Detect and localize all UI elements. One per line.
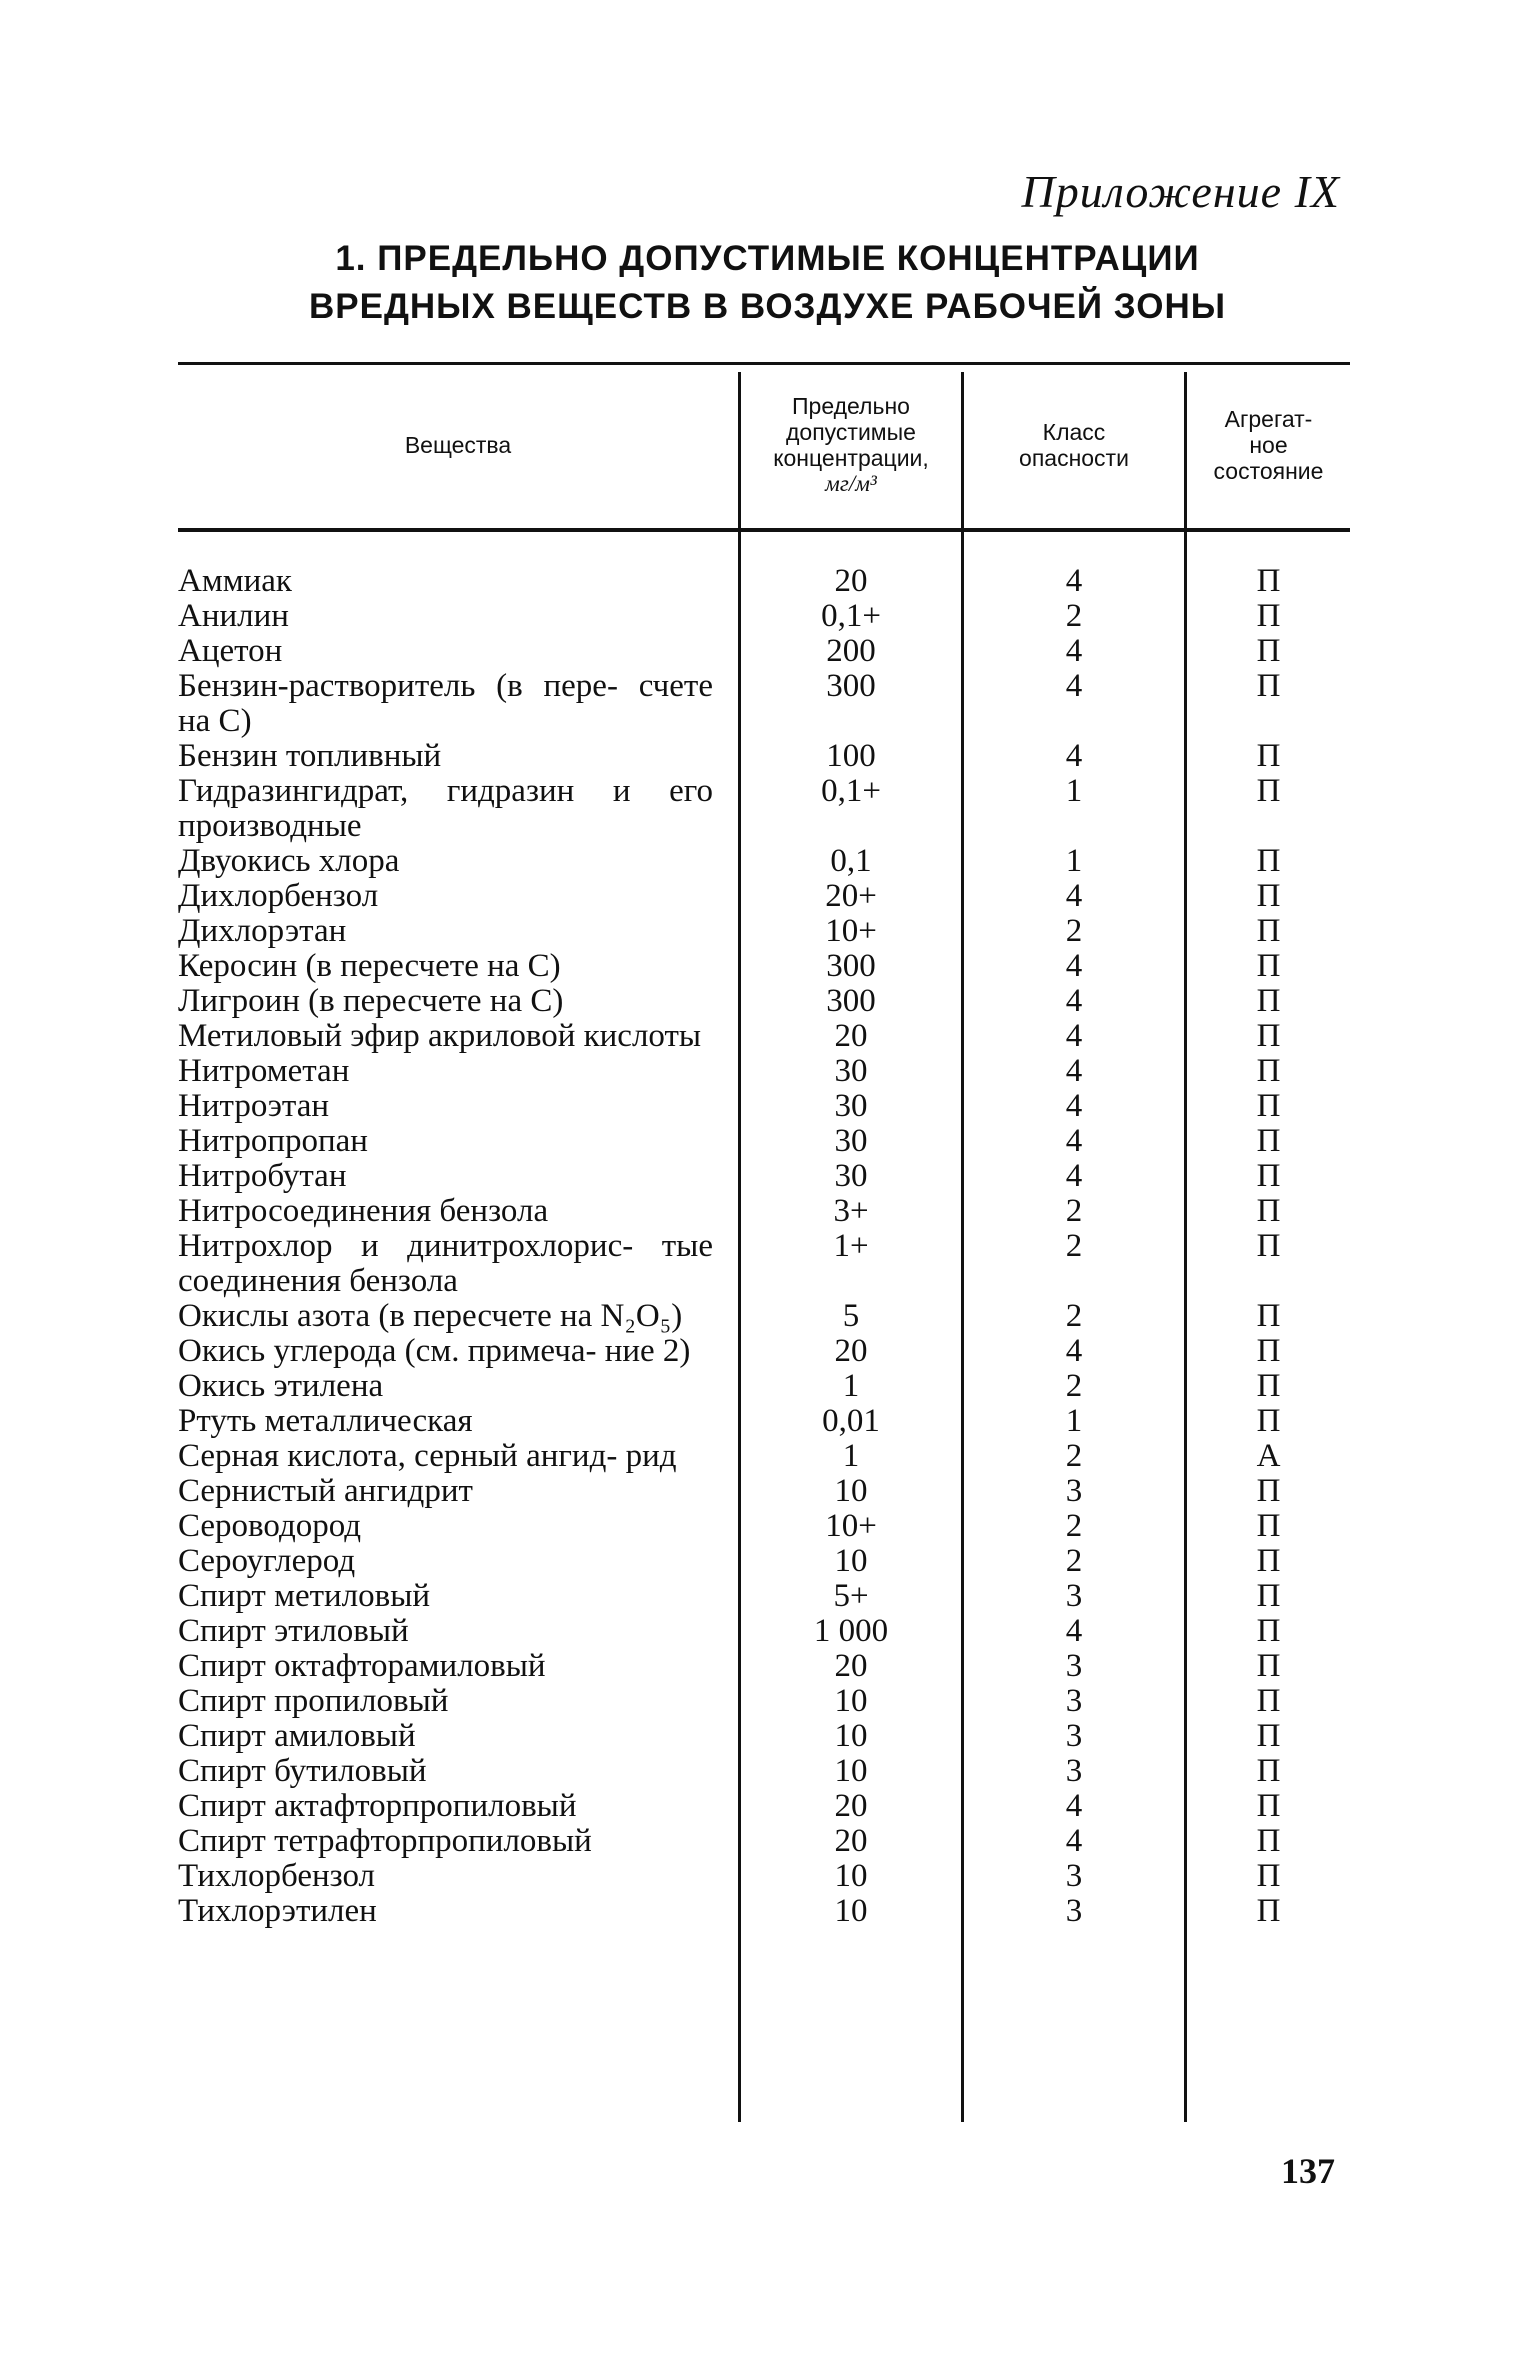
state-cell: П	[1256, 598, 1281, 634]
state-cell: П	[1256, 1718, 1281, 1754]
mac-cell: 10	[834, 1718, 868, 1754]
table-row	[178, 1614, 1350, 1649]
state-cell: П	[1256, 1683, 1281, 1719]
table-body	[178, 564, 1350, 1929]
table-row	[178, 1229, 1350, 1299]
table-row	[178, 1019, 1350, 1054]
state-cell: П	[1256, 563, 1281, 599]
substance-cell: Тихлорбензол	[178, 1858, 376, 1894]
substance-cell: Спирт метиловый	[178, 1578, 431, 1614]
state-cell: П	[1256, 1613, 1281, 1649]
substance-cell: Нитроэтан	[178, 1088, 330, 1124]
table-row	[178, 1789, 1350, 1824]
state-cell: П	[1256, 878, 1281, 914]
mac-cell: 0,1+	[821, 598, 881, 634]
hazard-class-cell: 3	[1065, 1893, 1083, 1929]
hazard-class-cell: 1	[1065, 773, 1083, 809]
hazard-class-cell: 2	[1065, 1228, 1083, 1264]
table-row	[178, 774, 1350, 844]
substance-cell: Спирт тетрафторпропиловый	[178, 1823, 592, 1859]
hazard-class-cell: 2	[1065, 1508, 1083, 1544]
table-row	[178, 669, 1350, 739]
hazard-class-cell: 4	[1065, 633, 1083, 669]
table-row	[178, 1579, 1350, 1614]
mac-cell: 3+	[833, 1193, 869, 1229]
mac-cell: 1+	[833, 1228, 869, 1264]
header-mac-unit: мг/м³	[825, 471, 877, 496]
table-row	[178, 1054, 1350, 1089]
mac-cell: 300	[826, 983, 876, 1019]
mac-cell: 30	[834, 1053, 868, 1089]
header-mac	[741, 362, 961, 528]
table-row	[178, 634, 1350, 669]
substance-cell: Нитропропан	[178, 1123, 368, 1159]
state-cell: П	[1256, 1403, 1281, 1439]
table-row	[178, 844, 1350, 879]
hazard-class-cell: 4	[1065, 1123, 1083, 1159]
mac-cell: 20+	[825, 878, 877, 914]
table-row	[178, 1439, 1350, 1474]
substance-cell: Бензин топливный	[178, 738, 442, 774]
state-cell: П	[1256, 1368, 1281, 1404]
substance-cell: Спирт бутиловый	[178, 1753, 427, 1789]
hazard-class-cell: 4	[1065, 668, 1083, 704]
table-row	[178, 1719, 1350, 1754]
substance-cell: Спирт амиловый	[178, 1718, 416, 1754]
table-row	[178, 739, 1350, 774]
mac-cell: 10	[834, 1683, 868, 1719]
substance-cell: Бензин-растворитель (в пере- счете на С)	[178, 668, 713, 739]
state-cell: П	[1256, 913, 1281, 949]
hazard-class-cell: 4	[1065, 1823, 1083, 1859]
appendix-label: Приложение IX	[1021, 166, 1340, 217]
state-cell: П	[1256, 773, 1281, 809]
substance-cell: Гидразингидрат, гидразин и его производные	[178, 773, 713, 844]
substance-cell: Аммиак	[178, 563, 292, 599]
hazard-class-cell: 3	[1065, 1473, 1083, 1509]
state-cell: П	[1256, 843, 1281, 879]
mac-cell: 10	[834, 1543, 868, 1579]
substance-cell: Нитрохлор и динитрохлорис- тые соединения бензола	[178, 1228, 713, 1299]
mac-cell: 30	[834, 1158, 868, 1194]
table-row	[178, 1159, 1350, 1194]
mac-cell: 30	[834, 1123, 868, 1159]
header-hazard-line: опасности	[1019, 445, 1129, 471]
table-row	[178, 1404, 1350, 1439]
header-substance	[178, 362, 738, 528]
mac-cell: 20	[834, 1648, 868, 1684]
header-state-line: Агрегат-	[1224, 406, 1313, 432]
state-cell: П	[1256, 738, 1281, 774]
state-cell: А	[1256, 1438, 1281, 1474]
substance-cell: Ртуть металлическая	[178, 1403, 473, 1439]
substance-cell: Двуокись хлора	[178, 843, 400, 879]
table-row	[178, 599, 1350, 634]
state-cell: П	[1256, 1298, 1281, 1334]
header-bottom-rule	[178, 528, 1350, 532]
state-cell: П	[1256, 1333, 1281, 1369]
hazard-class-cell: 4	[1065, 1158, 1083, 1194]
hazard-class-cell: 4	[1065, 1018, 1083, 1054]
mac-cell: 0,1	[830, 843, 872, 879]
state-cell: П	[1256, 1543, 1281, 1579]
header-mac-line: допустимые	[786, 419, 916, 445]
state-cell: П	[1256, 1473, 1281, 1509]
state-cell: П	[1256, 1053, 1281, 1089]
state-cell: П	[1256, 633, 1281, 669]
header-state-line: состояние	[1213, 458, 1324, 484]
header-mac-line: Предельно	[792, 393, 910, 419]
table-row	[178, 1124, 1350, 1159]
hazard-class-cell: 3	[1065, 1578, 1083, 1614]
substance-cell: Спирт этиловый	[178, 1613, 409, 1649]
hazard-class-cell: 3	[1065, 1858, 1083, 1894]
state-cell: П	[1256, 1158, 1281, 1194]
mac-cell: 10+	[825, 1508, 877, 1544]
hazard-class-cell: 2	[1065, 913, 1083, 949]
mac-cell: 0,01	[822, 1403, 880, 1439]
table-row	[178, 1089, 1350, 1124]
substance-cell: Сероводород	[178, 1508, 362, 1544]
mac-cell: 5	[842, 1298, 860, 1334]
state-cell: П	[1256, 1788, 1281, 1824]
substance-cell: Лигроин (в пересчете на С)	[178, 983, 564, 1019]
mac-cell: 20	[834, 1018, 868, 1054]
hazard-class-cell: 4	[1065, 1788, 1083, 1824]
hazard-class-cell: 4	[1065, 983, 1083, 1019]
hazard-class-cell: 3	[1065, 1648, 1083, 1684]
table-row	[178, 914, 1350, 949]
state-cell: П	[1256, 1858, 1281, 1894]
header-mac-line: концентрации,	[773, 445, 929, 471]
hazard-class-cell: 4	[1065, 1333, 1083, 1369]
hazard-class-cell: 2	[1065, 598, 1083, 634]
substance-cell: Спирт актафторпропиловый	[178, 1788, 577, 1824]
mac-table	[178, 362, 1350, 2124]
substance-cell: Ацетон	[178, 633, 283, 669]
table-row	[178, 1299, 1350, 1334]
page-number: 137	[1281, 2151, 1335, 2191]
substance-cell: Спирт пропиловый	[178, 1683, 449, 1719]
hazard-class-cell: 2	[1065, 1298, 1083, 1334]
state-cell: П	[1256, 668, 1281, 704]
hazard-class-cell: 3	[1065, 1683, 1083, 1719]
mac-cell: 10	[834, 1858, 868, 1894]
table-row	[178, 1369, 1350, 1404]
state-cell: П	[1256, 1088, 1281, 1124]
title-line-2: ВРЕДНЫХ ВЕЩЕСТВ В ВОЗДУХЕ РАБОЧЕЙ ЗОНЫ	[309, 287, 1226, 326]
hazard-class-cell: 4	[1065, 563, 1083, 599]
mac-cell: 20	[834, 1333, 868, 1369]
page-title	[0, 235, 1535, 331]
substance-cell: Нитросоединения бензола	[178, 1193, 549, 1229]
mac-cell: 1	[842, 1438, 860, 1474]
hazard-class-cell: 4	[1065, 1053, 1083, 1089]
hazard-class-cell: 3	[1065, 1753, 1083, 1789]
substance-cell: Серная кислота, серный ангид- рид	[178, 1438, 677, 1474]
mac-cell: 300	[826, 948, 876, 984]
substance-cell: Нитрометан	[178, 1053, 350, 1089]
mac-cell: 1 000	[813, 1613, 889, 1649]
hazard-class-cell: 1	[1065, 1403, 1083, 1439]
table-row	[178, 984, 1350, 1019]
hazard-class-cell: 4	[1065, 878, 1083, 914]
mac-cell: 100	[826, 738, 876, 774]
hazard-class-cell: 2	[1065, 1543, 1083, 1579]
table-row	[178, 564, 1350, 599]
hazard-class-cell: 4	[1065, 738, 1083, 774]
state-cell: П	[1256, 1123, 1281, 1159]
hazard-class-cell: 4	[1065, 1088, 1083, 1124]
state-cell: П	[1256, 1823, 1281, 1859]
state-cell: П	[1256, 1893, 1281, 1929]
mac-cell: 20	[834, 1788, 868, 1824]
hazard-class-cell: 2	[1065, 1438, 1083, 1474]
state-cell: П	[1256, 1578, 1281, 1614]
mac-cell: 30	[834, 1088, 868, 1124]
mac-cell: 5+	[833, 1578, 869, 1614]
header-substance-label: Вещества	[404, 432, 512, 458]
table-row	[178, 1824, 1350, 1859]
table-row	[178, 1474, 1350, 1509]
state-cell: П	[1256, 1228, 1281, 1264]
state-cell: П	[1256, 983, 1281, 1019]
hazard-class-cell: 2	[1065, 1368, 1083, 1404]
mac-cell: 20	[834, 1823, 868, 1859]
table-row	[178, 1194, 1350, 1229]
substance-cell: Дихлорбензол	[178, 878, 379, 914]
table-row	[178, 1894, 1350, 1929]
substance-cell: Спирт октафторамиловый	[178, 1648, 546, 1684]
mac-cell: 10+	[825, 913, 877, 949]
state-cell: П	[1256, 1648, 1281, 1684]
table-row	[178, 1649, 1350, 1684]
substance-cell: Сернистый ангидрит	[178, 1473, 473, 1509]
substance-cell: Дихлорэтан	[178, 913, 347, 949]
state-cell: П	[1256, 1193, 1281, 1229]
substance-cell: Окись углерода (см. примеча- ние 2)	[178, 1333, 691, 1369]
header-hazard-line: Класс	[1042, 419, 1106, 445]
state-cell: П	[1256, 1508, 1281, 1544]
mac-cell: 300	[826, 668, 876, 704]
table-row	[178, 949, 1350, 984]
mac-cell: 20	[834, 563, 868, 599]
title-line-1: 1. ПРЕДЕЛЬНО ДОПУСТИМЫЕ КОНЦЕНТРАЦИИ	[335, 239, 1200, 278]
mac-cell: 1	[842, 1368, 860, 1404]
header-state-line: ное	[1249, 432, 1288, 458]
mac-cell: 200	[826, 633, 876, 669]
table-row	[178, 1509, 1350, 1544]
table-row	[178, 1859, 1350, 1894]
table-row	[178, 1684, 1350, 1719]
substance-cell: Анилин	[178, 598, 289, 634]
mac-cell: 10	[834, 1753, 868, 1789]
mac-cell: 0,1+	[821, 773, 881, 809]
substance-cell: Нитробутан	[178, 1158, 347, 1194]
hazard-class-cell: 3	[1065, 1718, 1083, 1754]
state-cell: П	[1256, 1018, 1281, 1054]
mac-cell: 10	[834, 1473, 868, 1509]
substance-cell: Окислы азота (в пересчете на N₂O₅)	[178, 1298, 683, 1334]
table-row	[178, 879, 1350, 914]
table-row	[178, 1544, 1350, 1579]
header-hazard	[964, 362, 1184, 528]
hazard-class-cell: 4	[1065, 1613, 1083, 1649]
substance-cell: Окись этилена	[178, 1368, 384, 1404]
table-row	[178, 1754, 1350, 1789]
header-state	[1187, 362, 1350, 528]
hazard-class-cell: 2	[1065, 1193, 1083, 1229]
hazard-class-cell: 4	[1065, 948, 1083, 984]
table-row	[178, 1334, 1350, 1369]
state-cell: П	[1256, 948, 1281, 984]
substance-cell: Метиловый эфир акриловой кислоты	[178, 1018, 702, 1054]
substance-cell: Керосин (в пересчете на С)	[178, 948, 561, 984]
substance-cell: Тихлорэтилен	[178, 1893, 377, 1929]
hazard-class-cell: 1	[1065, 843, 1083, 879]
substance-cell: Сероуглерод	[178, 1543, 356, 1579]
state-cell: П	[1256, 1753, 1281, 1789]
mac-cell: 10	[834, 1893, 868, 1929]
